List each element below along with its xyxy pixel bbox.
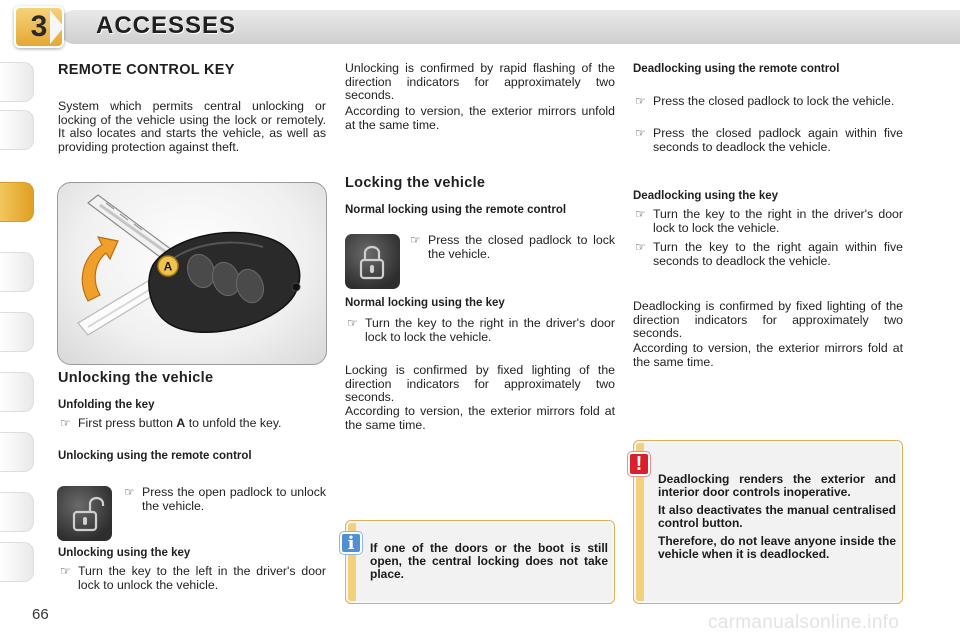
bullet-hand-icon: ☞ (347, 316, 358, 330)
closed-padlock-button-icon (345, 234, 400, 289)
warning-note-1: Deadlocking renders the exterior and interior door controls inoperative. (658, 472, 896, 499)
remote-key-illustration (57, 182, 327, 365)
key-drawing (58, 183, 327, 365)
chapter-tab-8[interactable] (0, 492, 34, 532)
page-title: ACCESSES (96, 12, 237, 39)
chapter-tab-9[interactable] (0, 542, 34, 582)
unlocking-title: Unlocking the vehicle (58, 370, 214, 386)
chapter-tab-2[interactable] (0, 110, 34, 150)
unlock-confirm-paragraph: Unlocking is confirmed by rapid flashing of the direction indicators for approximately two seconds. (345, 61, 615, 102)
page-header (0, 0, 960, 52)
chapter-tab-5[interactable] (0, 312, 34, 352)
mirrors-fold-paragraph: According to version, the exterior mirrors fold at the same time. (345, 404, 615, 432)
lock-confirm-paragraph: Locking is confirmed by fixed lighting of the direction indicators for approximately two seconds. (345, 363, 615, 404)
key-fob (149, 233, 300, 333)
chapter-tabs (0, 62, 34, 582)
bullet-hand-icon: ☞ (635, 240, 646, 254)
remote-unlock-title: Unlocking using the remote control (58, 450, 252, 462)
page-number: 66 (32, 606, 49, 623)
key-deadlock-title: Deadlocking using the key (633, 190, 779, 202)
bullet-hand-icon: ☞ (60, 416, 71, 430)
remote-deadlock-bullet-1: ☞ Press the closed padlock to lock the vehicle. (635, 94, 895, 108)
bullet-hand-icon: ☞ (124, 485, 135, 499)
warning-note-3: Therefore, do not leave anyone inside the vehicle when it is deadlocked. (658, 534, 896, 561)
intro-paragraph: System which permits central unlocking or locking of the vehicle using the lock or remotely. It also locates and starts the vehicle, as well as providing protection against theft. (58, 99, 326, 154)
chapter-badge: 3 (14, 6, 64, 48)
key-lock-bullet: ☞ Turn the key to the right in the driver's door lock to lock the vehicle. (347, 316, 615, 344)
unfolding-title: Unfolding the key (58, 399, 155, 411)
bullet-hand-icon: ☞ (410, 233, 421, 247)
locking-title: Locking the vehicle (345, 175, 486, 191)
chapter-tab-7[interactable] (0, 432, 34, 472)
key-deadlock-bullet-1: ☞ Turn the key to the right in the driver's door lock to lock the vehicle. (635, 207, 903, 235)
info-notice-text: If one of the doors or the boot is still open, the central locking does not take place. (370, 541, 608, 581)
remote-deadlock-title: Deadlocking using the remote control (633, 63, 840, 75)
deadlock-mirrors-paragraph: According to version, the exterior mirrors fold at the same time. (633, 341, 903, 369)
watermark: carmanualsonline.info (708, 612, 900, 633)
warning-icon: ! (628, 452, 650, 476)
chapter-tab-6[interactable] (0, 372, 34, 412)
button-a-reference: A (176, 416, 186, 430)
header-arrow (50, 10, 64, 44)
unfold-arrow-icon (82, 237, 118, 301)
remote-lock-title: Normal locking using the remote control (345, 204, 567, 216)
bullet-hand-icon: ☞ (60, 564, 71, 578)
bullet-hand-icon: ☞ (635, 126, 646, 140)
remote-deadlock-bullet-2: ☞ Press the closed padlock again within five seconds to deadlock the vehicle. (635, 126, 903, 154)
warning-note-2: It also deactivates the manual centralised control button. (658, 503, 896, 530)
unfolding-bullet: ☞ First press button A to unfold the key. (60, 416, 282, 430)
chapter-tab-3-active[interactable] (0, 182, 34, 222)
bullet-hand-icon: ☞ (635, 207, 646, 221)
key-unlock-title: Unlocking using the key (58, 547, 191, 559)
section-title: REMOTE CONTROL KEY (58, 62, 235, 78)
remote-unlock-bullet: ☞ Press the open padlock to unlock the vehicle. (124, 485, 326, 513)
bullet-hand-icon: ☞ (635, 94, 646, 108)
deadlock-confirm-paragraph: Deadlocking is confirmed by fixed lighting of the direction indicators for approximately two seconds. (633, 299, 903, 340)
button-a-label: A (163, 259, 173, 274)
key-deadlock-bullet-2: ☞ Turn the key to the right again within five seconds to deadlock the vehicle. (635, 240, 903, 268)
chapter-tab-1[interactable] (0, 62, 34, 102)
button-a-marker (158, 256, 178, 276)
key-lock-title: Normal locking using the key (345, 297, 505, 309)
open-padlock-button-icon (57, 486, 112, 541)
remote-lock-bullet: ☞ Press the closed padlock to lock the vehicle. (410, 233, 615, 261)
info-icon: i (340, 532, 362, 554)
mirrors-unfold-paragraph: According to version, the exterior mirrors unfold at the same time. (345, 104, 615, 132)
key-unlock-bullet: ☞ Turn the key to the left in the driver's door lock to unlock the vehicle. (60, 564, 326, 592)
chapter-tab-4[interactable] (0, 252, 34, 292)
